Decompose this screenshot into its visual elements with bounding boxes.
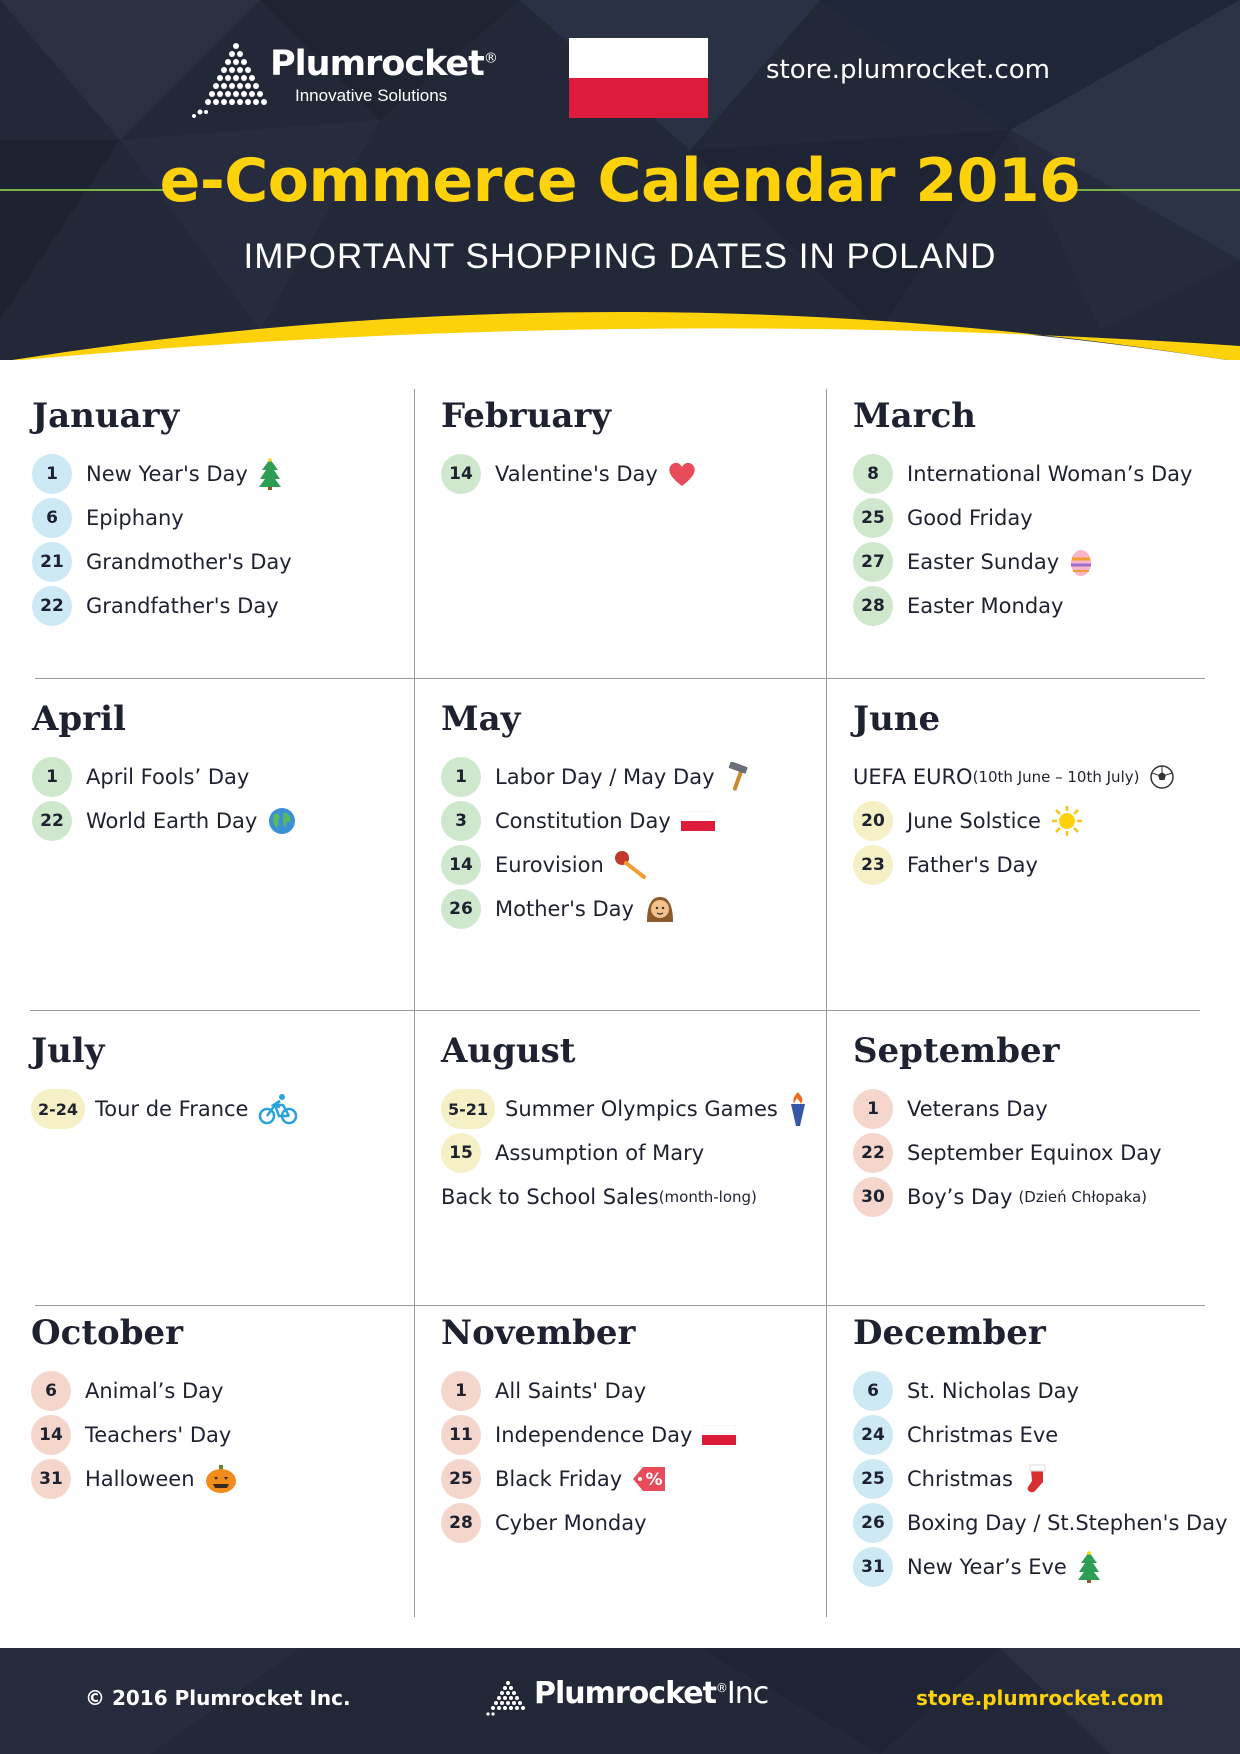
month-january [32, 390, 292, 628]
footer-store-url[interactable]: store.plumrocket.com [916, 1686, 1164, 1710]
month-title: June [853, 699, 941, 739]
month-october [31, 1307, 237, 1501]
event-row [32, 584, 292, 628]
month-december [853, 1307, 1228, 1589]
event-row [853, 1175, 1162, 1219]
date-badge: 14 [441, 454, 481, 494]
event-name: Black Friday [495, 1467, 623, 1491]
event-name: Teachers' Day [85, 1423, 232, 1447]
event-note: (Dzień Chłopaka) [1018, 1188, 1148, 1206]
date-badge: 21 [32, 542, 72, 582]
date-badge: 27 [853, 542, 893, 582]
event-name: UEFA EURO [853, 765, 973, 789]
month-june [853, 693, 1175, 887]
date-badge: 6 [853, 1371, 893, 1411]
stocking-icon [1023, 1464, 1049, 1494]
event-name: Mother's Day [495, 897, 634, 921]
month-title: February [441, 396, 612, 436]
event-row [32, 540, 292, 584]
event-name: Valentine's Day [495, 462, 658, 486]
event-row [441, 1087, 808, 1131]
event-row [853, 452, 1192, 496]
month-november [441, 1307, 736, 1545]
mother-icon [644, 894, 676, 924]
date-badge: 1 [32, 757, 72, 797]
date-badge: 15 [441, 1133, 481, 1173]
column-divider [826, 389, 827, 1617]
date-badge: 23 [853, 845, 893, 885]
poland-flag-icon [702, 1425, 736, 1445]
event-row [441, 1501, 736, 1545]
poland-flag-icon [681, 811, 715, 831]
event-row [441, 452, 696, 496]
event-row [441, 1413, 736, 1457]
sun-icon [1051, 805, 1083, 837]
event-row [853, 1369, 1228, 1413]
event-name: Cyber Monday [495, 1511, 647, 1535]
date-badge: 25 [853, 1459, 893, 1499]
event-note: (month-long) [658, 1188, 757, 1206]
torch-icon [788, 1091, 808, 1127]
event-row [31, 1413, 237, 1457]
event-name: Grandfather's Day [86, 594, 279, 618]
month-title: November [441, 1313, 636, 1353]
event-name: Back to School Sales [441, 1185, 659, 1209]
event-row [441, 887, 751, 931]
event-name: Easter Sunday [907, 550, 1060, 574]
heart-icon [668, 461, 696, 487]
event-name: Good Friday [907, 506, 1033, 530]
event-name: New Year’s Eve [907, 1555, 1067, 1579]
date-badge: 20 [853, 801, 893, 841]
month-august [441, 1025, 808, 1219]
event-name: Easter Monday [907, 594, 1064, 618]
date-badge: 26 [853, 1503, 893, 1543]
event-row [853, 1087, 1162, 1131]
month-title: September [853, 1031, 1060, 1071]
plain-event [853, 755, 1175, 799]
event-name: Summer Olympics Games [505, 1097, 778, 1121]
event-name: World Earth Day [86, 809, 258, 833]
month-title: August [441, 1031, 576, 1071]
discount-tag-icon [632, 1465, 666, 1493]
event-name: International Woman’s Day [907, 462, 1193, 486]
row-divider [35, 1305, 1205, 1306]
event-row [853, 1131, 1162, 1175]
event-name: St. Nicholas Day [907, 1379, 1079, 1403]
date-badge: 14 [441, 845, 481, 885]
event-row [853, 584, 1192, 628]
month-july [31, 1025, 298, 1131]
date-badge: 25 [441, 1459, 481, 1499]
date-badge: 24 [853, 1415, 893, 1455]
footer-brand-name: Plumrocket®Inc [534, 1676, 769, 1711]
event-row [31, 1087, 298, 1131]
event-row [853, 1501, 1228, 1545]
microphone-icon [614, 850, 648, 880]
event-name: Boy’s Day [907, 1185, 1013, 1209]
event-row [853, 1545, 1228, 1589]
event-row [32, 496, 292, 540]
date-badge: 30 [853, 1177, 893, 1217]
event-name: September Equinox Day [907, 1141, 1162, 1165]
event-row [31, 1457, 237, 1501]
brand-name: Plumrocket® [270, 44, 497, 84]
event-row [853, 496, 1192, 540]
pumpkin-icon [205, 1464, 237, 1494]
event-name: Tour de France [95, 1097, 249, 1121]
easter-egg-icon [1069, 547, 1093, 577]
christmas-tree-icon [1077, 1551, 1101, 1583]
event-name: Christmas [907, 1467, 1013, 1491]
event-name: Halloween [85, 1467, 195, 1491]
date-badge: 31 [853, 1547, 893, 1587]
date-badge: 22 [853, 1133, 893, 1173]
event-note: (10th June – 10th July) [972, 768, 1140, 786]
event-row [32, 799, 297, 843]
brand-tagline: Innovative Solutions [295, 86, 448, 105]
event-row [441, 1369, 736, 1413]
cyclist-icon [258, 1093, 298, 1125]
month-title: April [32, 699, 126, 739]
footer-brand-logo [484, 1668, 769, 1728]
store-url[interactable]: store.plumrocket.com [766, 55, 1050, 85]
month-september [853, 1025, 1162, 1219]
copyright: © 2016 Plumrocket Inc. [85, 1686, 351, 1710]
header-banner [0, 0, 1240, 360]
event-row [853, 540, 1192, 584]
date-badge: 22 [32, 801, 72, 841]
svg-text:%: % [645, 1470, 663, 1490]
event-row [441, 755, 751, 799]
event-row [853, 1457, 1228, 1501]
date-badge: 5-21 [441, 1089, 495, 1129]
event-row [441, 799, 751, 843]
date-badge: 14 [31, 1415, 71, 1455]
month-march [853, 390, 1192, 628]
date-badge: 11 [441, 1415, 481, 1455]
row-divider [30, 1010, 1200, 1011]
date-badge: 31 [31, 1459, 71, 1499]
event-row [853, 799, 1175, 843]
event-name: Eurovision [495, 853, 604, 877]
month-title: May [441, 699, 521, 739]
month-title: December [853, 1313, 1046, 1353]
hammer-icon [725, 762, 751, 792]
date-badge: 8 [853, 454, 893, 494]
event-name: Labor Day / May Day [495, 765, 715, 789]
page-subtitle: IMPORTANT SHOPPING DATES IN POLAND [243, 237, 997, 276]
month-title: March [853, 396, 977, 436]
event-row [853, 843, 1175, 887]
date-badge: 2-24 [31, 1089, 85, 1129]
date-badge: 3 [441, 801, 481, 841]
christmas-tree-icon [258, 458, 282, 490]
event-row [31, 1369, 237, 1413]
date-badge: 26 [441, 889, 481, 929]
event-row [441, 1131, 808, 1175]
date-badge: 1 [441, 1371, 481, 1411]
event-name: April Fools’ Day [86, 765, 250, 789]
month-may [441, 693, 751, 931]
event-name: Animal’s Day [85, 1379, 224, 1403]
plain-event [441, 1175, 808, 1219]
event-row [32, 755, 297, 799]
event-name: Father's Day [907, 853, 1038, 877]
event-name: Boxing Day / St.Stephen's Day [907, 1511, 1228, 1535]
event-name: Veterans Day [907, 1097, 1048, 1121]
event-name: Independence Day [495, 1423, 693, 1447]
event-row [441, 843, 751, 887]
event-name: Constitution Day [495, 809, 671, 833]
date-badge: 25 [853, 498, 893, 538]
soccer-ball-icon [1149, 764, 1175, 790]
event-name: Grandmother's Day [86, 550, 292, 574]
event-row [32, 452, 292, 496]
page-title: e-Commerce Calendar 2016 [159, 146, 1081, 216]
date-badge: 22 [32, 586, 72, 626]
date-badge: 6 [31, 1371, 71, 1411]
date-badge: 1 [32, 454, 72, 494]
column-divider [414, 389, 415, 1617]
month-april [32, 693, 297, 843]
date-badge: 28 [441, 1503, 481, 1543]
event-row [441, 1457, 736, 1501]
date-badge: 1 [441, 757, 481, 797]
event-row [853, 1413, 1228, 1457]
event-name: Christmas Eve [907, 1423, 1059, 1447]
globe-icon [267, 806, 297, 836]
event-name: New Year's Day [86, 462, 248, 486]
month-february [441, 390, 696, 496]
date-badge: 1 [853, 1089, 893, 1129]
header-curve [0, 0, 1240, 360]
event-name: June Solstice [907, 809, 1041, 833]
row-divider [35, 678, 1205, 679]
event-name: Epiphany [86, 506, 184, 530]
plumrocket-logo-icon [484, 1680, 530, 1718]
event-name: Assumption of Mary [495, 1141, 705, 1165]
date-badge: 28 [853, 586, 893, 626]
footer [0, 1648, 1240, 1754]
month-title: January [32, 396, 180, 436]
month-title: October [31, 1313, 184, 1353]
date-badge: 6 [32, 498, 72, 538]
event-name: All Saints' Day [495, 1379, 647, 1403]
month-title: July [31, 1031, 105, 1071]
